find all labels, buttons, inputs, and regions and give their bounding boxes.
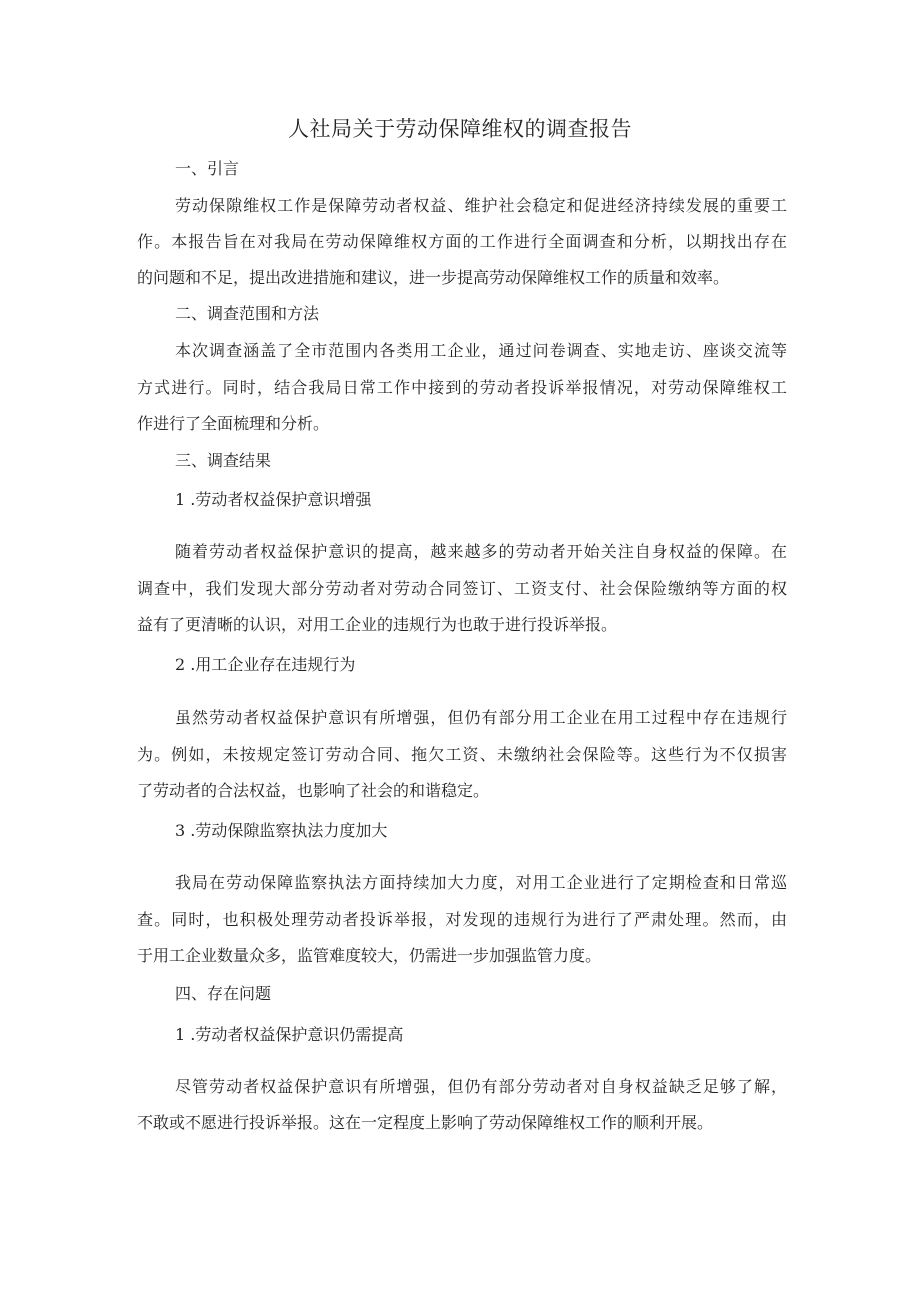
paragraph-line: 益有了更清晰的认识，对用工企业的违规行为也敢于进行投诉举报。	[137, 615, 618, 634]
paragraph-line: 作。本报告旨在对我局在劳动保障维权方面的工作进行全面调查和分析，以期找出存在	[137, 232, 787, 251]
section-heading-intro: 一、引言	[175, 159, 240, 178]
paragraph-line: 虽然劳动者权益保护意识有所增强，但仍有部分用工企业在用工过程中存在违规行	[175, 708, 787, 727]
paragraph-line: 我局在劳动保障监察执法方面持续加大力度，对用工企业进行了定期检查和日常巡	[175, 873, 787, 892]
subheading-result-1: 1 .劳动者权益保护意识增强	[175, 490, 372, 509]
subheading-result-3: 3 .劳动保隙监察执法力度加大	[175, 821, 388, 840]
paragraph-line: 调查中，我们发现大部分劳动者对劳动合同签订、工资支付、社会保险缴纳等方面的权	[137, 579, 787, 598]
paragraph-line: 随着劳动者权益保护意识的提高，越来越多的劳动者开始关注自身权益的保障。在	[175, 542, 787, 561]
paragraph-line: 劳动保隙维权工作是保障劳动者权益、维护社会稳定和促进经济持续发展的重要工	[175, 196, 787, 215]
paragraph-line: 为。例如，未按规定签订劳动合同、拖欠工资、未缴纳社会保险等。这些行为不仅损害	[137, 745, 787, 764]
section-heading-results: 三、调查结果	[175, 451, 272, 470]
paragraph-line: 作进行了全面梳理和分析。	[137, 414, 330, 433]
section-heading-scope: 二、调查范围和方法	[175, 304, 320, 323]
paragraph-line: 于用工企业数量众多，监管难度较大，仍需进一步加强监管力度。	[137, 946, 602, 965]
paragraph-line: 不敢或不愿进行投诉举报。这在一定程度上影响了劳动保障维权工作的顺利开展。	[137, 1113, 714, 1132]
paragraph-line: 方式进行。同时，结合我局日常工作中接到的劳动者投诉举报情况，对劳动保障维权工	[137, 378, 787, 397]
paragraph-line: 查。同时，也积极处理劳动者投诉举报，对发现的违规行为进行了严肃处理。然而，由	[137, 910, 787, 929]
paragraph-line: 的问题和不足，提出改进措施和建议，进一步提高劳动保障维权工作的质量和效率。	[137, 268, 730, 287]
section-heading-problems: 四、存在问题	[175, 984, 272, 1003]
paragraph-line: 本次调查涵盖了全市范围内各类用工企业，通过问卷调查、实地走访、座谈交流等	[175, 341, 787, 360]
document-title: 人社局关于劳动保障维权的调查报告	[288, 117, 632, 141]
subheading-problem-1: 1 .劳动者权益保护意识仍需提高	[175, 1025, 404, 1044]
paragraph-line: 了劳动者的合法权益，也影响了社会的和谐稳定。	[137, 781, 490, 800]
paragraph-line: 尽管劳动者权益保护意识有所增强，但仍有部分劳动者对自身权益缺乏足够了解，	[175, 1077, 787, 1096]
subheading-result-2: 2 .用工企业存在违规行为	[175, 655, 356, 674]
